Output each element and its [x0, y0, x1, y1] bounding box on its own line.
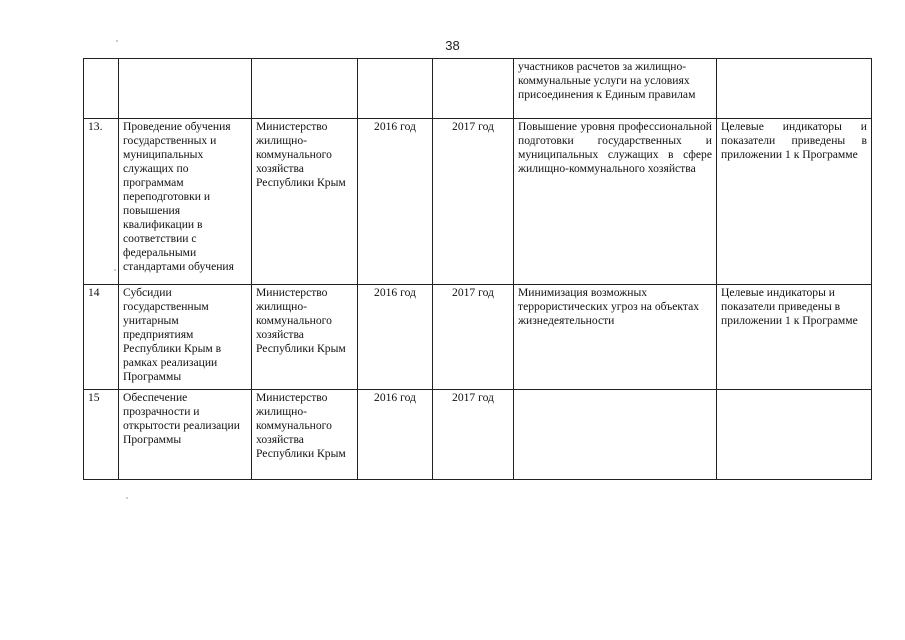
- cell-activity: Обеспечение прозрачности и открытости реализации Программы: [119, 390, 252, 480]
- scan-speck: [126, 497, 128, 499]
- cell-executor: Министерство жилищно-коммунального хозяйства Республики Крым: [252, 285, 358, 390]
- cell-executor: Министерство жилищно-коммунального хозяйства Республики Крым: [252, 390, 358, 480]
- cell-result: Минимизация возможных террористических угроз на объектах жизнедеятельности: [514, 285, 717, 390]
- program-table: [83, 58, 872, 480]
- cell-activity: Проведение обучения государственных и муниципальных служащих по программам переподготовки и повышения квалификации в соответствии с федеральными стандартами обучения: [119, 119, 252, 285]
- cell-start-year: 2016 год: [358, 285, 433, 390]
- cell-start-year: 2016 год: [358, 119, 433, 285]
- cell-end-year: [433, 59, 514, 119]
- cell-end-year: 2017 год: [433, 285, 514, 390]
- cell-number: 15: [84, 390, 119, 480]
- cell-start-year: 2016 год: [358, 390, 433, 480]
- table-row: [84, 59, 872, 119]
- page-number: 38: [445, 38, 460, 53]
- cell-executor: [252, 59, 358, 119]
- cell-start-year: [358, 59, 433, 119]
- scan-speck: [116, 40, 118, 42]
- cell-number: [84, 59, 119, 119]
- cell-executor: Министерство жилищно-коммунального хозяйства Республики Крым: [252, 119, 358, 285]
- cell-result: Повышение уровня профессиональной подготовки государственных и муниципальных служащих в сфере жилищно-коммунального хозяйства: [514, 119, 717, 285]
- table-row: [84, 119, 872, 285]
- cell-result: участников расчетов за жилищно-коммунальные услуги на условиях присоединения к Единым правилам: [514, 59, 717, 119]
- table-row: [84, 285, 872, 390]
- cell-end-year: 2017 год: [433, 119, 514, 285]
- cell-indicators: Целевые индикаторы и показатели приведены в приложении 1 к Программе: [717, 119, 872, 285]
- cell-activity: [119, 59, 252, 119]
- cell-indicators: Целевые индикаторы и показатели приведены в приложении 1 к Программе: [717, 285, 872, 390]
- cell-end-year: 2017 год: [433, 390, 514, 480]
- cell-indicators: [717, 390, 872, 480]
- cell-result: [514, 390, 717, 480]
- cell-indicators: [717, 59, 872, 119]
- cell-number: 13.: [84, 119, 119, 285]
- cell-activity: Субсидии государственным унитарным предприятиям Республики Крым в рамках реализации Программы: [119, 285, 252, 390]
- cell-number: 14: [84, 285, 119, 390]
- table-row: [84, 390, 872, 480]
